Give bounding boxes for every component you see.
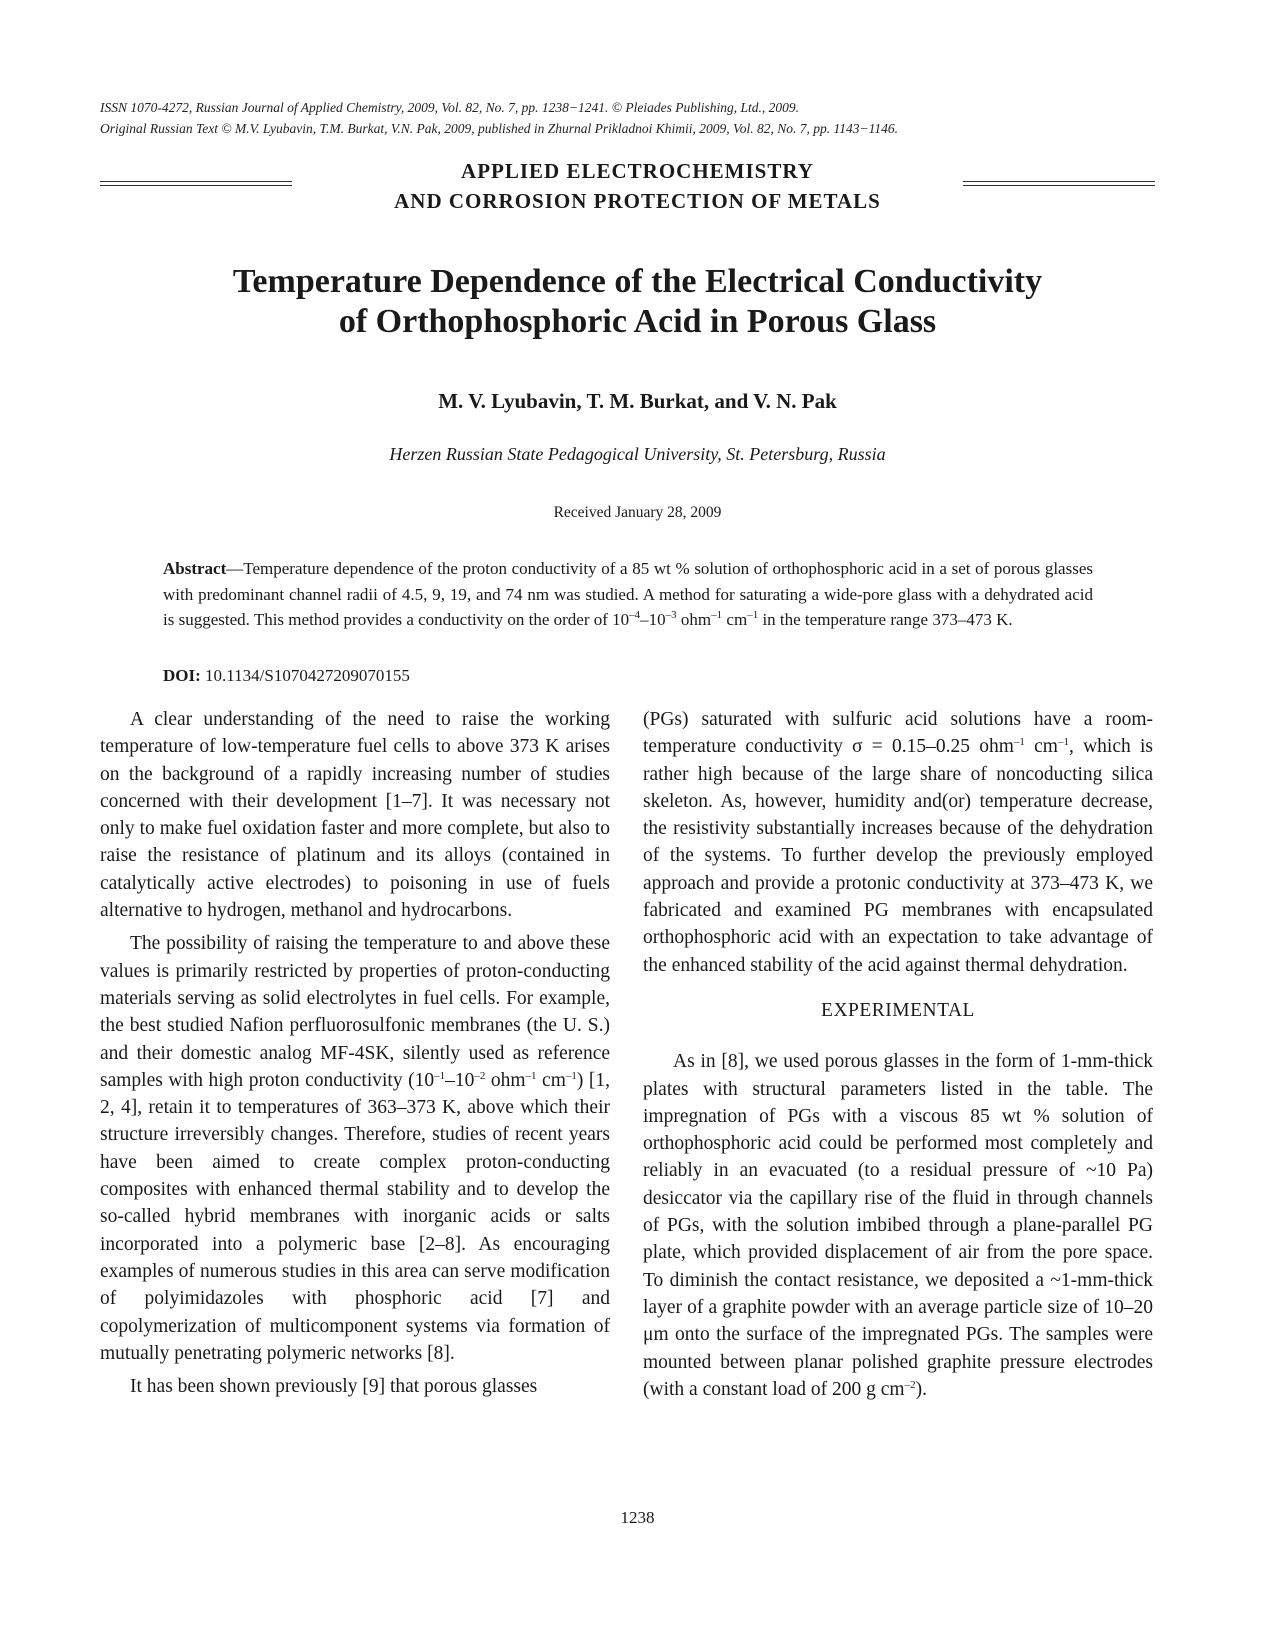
header-line-2: Original Russian Text © M.V. Lyubavin, T.M. Burkat, V.N. Pak, 2009, published in Zhurnal Prikladnoi Khimii, 2009, Vol. 82, No. 7, pp. 1143−1146. <box>100 121 898 136</box>
doi-label: DOI: <box>163 666 201 685</box>
r-p1-sup-2: –1 <box>1057 736 1069 749</box>
p2-sup-4: –1 <box>565 1069 577 1082</box>
abstract-text-d: cm <box>722 610 748 629</box>
p2-sup-2: –2 <box>474 1069 486 1082</box>
abstract-text-e: in the temperature range 373–473 K. <box>758 610 1013 629</box>
paragraph-4 <box>643 706 1153 979</box>
doi <box>163 666 410 686</box>
section-heading <box>0 156 1275 216</box>
p2-text-b: –10 <box>445 1069 475 1091</box>
paragraph-2 <box>100 930 610 1367</box>
r-p1-text-c: , which is rather high because of the large share of noncoducting silica skeleton. As, however, humidity and(or) temperature decrease, the resistivity substantially increases because of the dehydration of the systems. To further develop the previously employed approach and provide a protonic conductivity at 373–473 K, we fabricated and examined PG membranes with encapsulated orthophosphoric acid with an expectation to take advantage of the enhanced stability of the acid against thermal dehydration. <box>643 736 1153 976</box>
paragraph-1: A clear understanding of the need to raise the working temperature of low-temperature fuel cells to above 373 K arises on the background of a rapidly increasing number of studies concerned with their development [1–7]. It was necessary not only to make fuel oxidation faster and more complete, but also to raise the resistance of platinum and its alloys (contained in catalytically active electrodes) to poisoning in use of fuels alternative to hydrogen, methanol and hydrocarbons. <box>100 709 610 922</box>
r-p1-sup-1: –1 <box>1013 736 1025 749</box>
doi-link[interactable]: 10.1134/S1070427209070155 <box>205 666 410 685</box>
section-heading-line-1: APPLIED ELECTROCHEMISTRY <box>461 159 814 183</box>
r-p2-text-a: As in [8], we used porous glasses in the form of 1-mm-thick plates with structural parameters listed in the table. The impregnation of PGs with a viscous 85 wt % solution of orthophosphoric acid could be performed most completely and reliably in an evacuated (to a residual pressure of ~10 Pa) desiccator via the capillary rise of the fluid in through channels of PGs, with the solution imbibed through a plane-parallel PG plate, which provided displacement of air from the pore space. To diminish the contact resistance, we deposited a ~1-mm-thick layer of a graphite powder with an average particle size of 10–20 μm onto the surface of the impregnated PGs. The samples were mounted between planar polished graphite pressure electrodes (with a constant load of 200 g cm <box>643 1051 1153 1400</box>
received-date: Received January 28, 2009 <box>553 504 722 521</box>
p2-sup-1: –1 <box>434 1069 446 1082</box>
journal-header <box>100 97 1180 139</box>
paragraph-5 <box>643 1048 1153 1403</box>
paper-title <box>0 262 1275 342</box>
r-p1-text-b: cm <box>1024 736 1058 758</box>
abstract-sup-4: –1 <box>747 609 759 621</box>
abstract-label: Abstract <box>163 559 227 578</box>
abstract-text-c: ohm <box>676 610 712 629</box>
title-line-1: Temperature Dependence of the Electrical Conductivity <box>232 263 1043 300</box>
r-p2-sup: –2 <box>904 1378 916 1391</box>
abstract-text-a: —Temperature dependence of the proton conductivity of a 85 wt % solution of orthophosphoric acid in a set of porous glasses with predominant channel radii of 4.5, 9, 19, and 74 nm was studied. A method for saturating a wide-pore glass with a dehydrated acid is suggested. This method provides a conductivity on the order of 10 <box>163 559 1093 629</box>
experimental-heading: EXPERIMENTAL <box>821 999 975 1021</box>
authors: M. V. Lyubavin, T. M. Burkat, and V. N. Pak <box>438 389 837 413</box>
abstract <box>163 556 1093 633</box>
abstract-sup-3: –1 <box>711 609 723 621</box>
header-line-1: ISSN 1070-4272, Russian Journal of Applied Chemistry, 2009, Vol. 82, No. 7, pp. 1238−1241. © Pleiades Publishing, Ltd., 2009. <box>100 100 799 115</box>
p2-text-c: ohm <box>485 1069 526 1091</box>
body-column-right <box>643 706 1153 1409</box>
abstract-text-b: –10 <box>640 610 666 629</box>
r-p1-text-a: (PGs) saturated with sulfuric acid solutions have a room-temperature conductivity σ = 0.15–0.25 ohm <box>643 709 1153 758</box>
abstract-sup-1: –4 <box>629 609 641 621</box>
p2-text-e: ) [1, 2, 4], retain it to temperatures of 363–373 K, above which their structure irreversibly changes. Therefore, studies of recent years have been aimed to create complex proton-conducting composites with enhanced thermal stability and to develop the so-called hybrid membranes with inorganic acids or salts incorporated into a polymeric base [2–8]. As encouraging examples of numerous studies in this area can serve modification of polyimidazoles with phosphoric acid [7] and copolymerization of multicomponent systems via formation of mutually penetrating polymeric networks [8]. <box>100 1069 610 1364</box>
section-heading-line-2: AND CORROSION PROTECTION OF METALS <box>394 189 881 213</box>
paragraph-3: It has been shown previously [9] that porous glasses <box>130 1376 538 1398</box>
r-p2-text-b: ). <box>915 1378 927 1400</box>
abstract-sup-2: –3 <box>665 609 677 621</box>
title-line-2: of Orthophosphoric Acid in Porous Glass <box>338 303 937 340</box>
affiliation: Herzen Russian State Pedagogical University, St. Petersburg, Russia <box>389 444 886 464</box>
page-number: 1238 <box>620 1508 655 1527</box>
p2-text-a: The possibility of raising the temperature to and above these values is primarily restricted by properties of proton-conducting materials serving as solid electrolytes in fuel cells. For example, the best studied Nafion perfluorosulfonic membranes (the U. S.) and their domestic analog MF-4SK, silently used as reference samples with high proton conductivity (10 <box>100 933 610 1091</box>
body-column-left <box>100 706 610 1406</box>
p2-sup-3: –1 <box>525 1069 537 1082</box>
p2-text-d: cm <box>536 1069 566 1091</box>
